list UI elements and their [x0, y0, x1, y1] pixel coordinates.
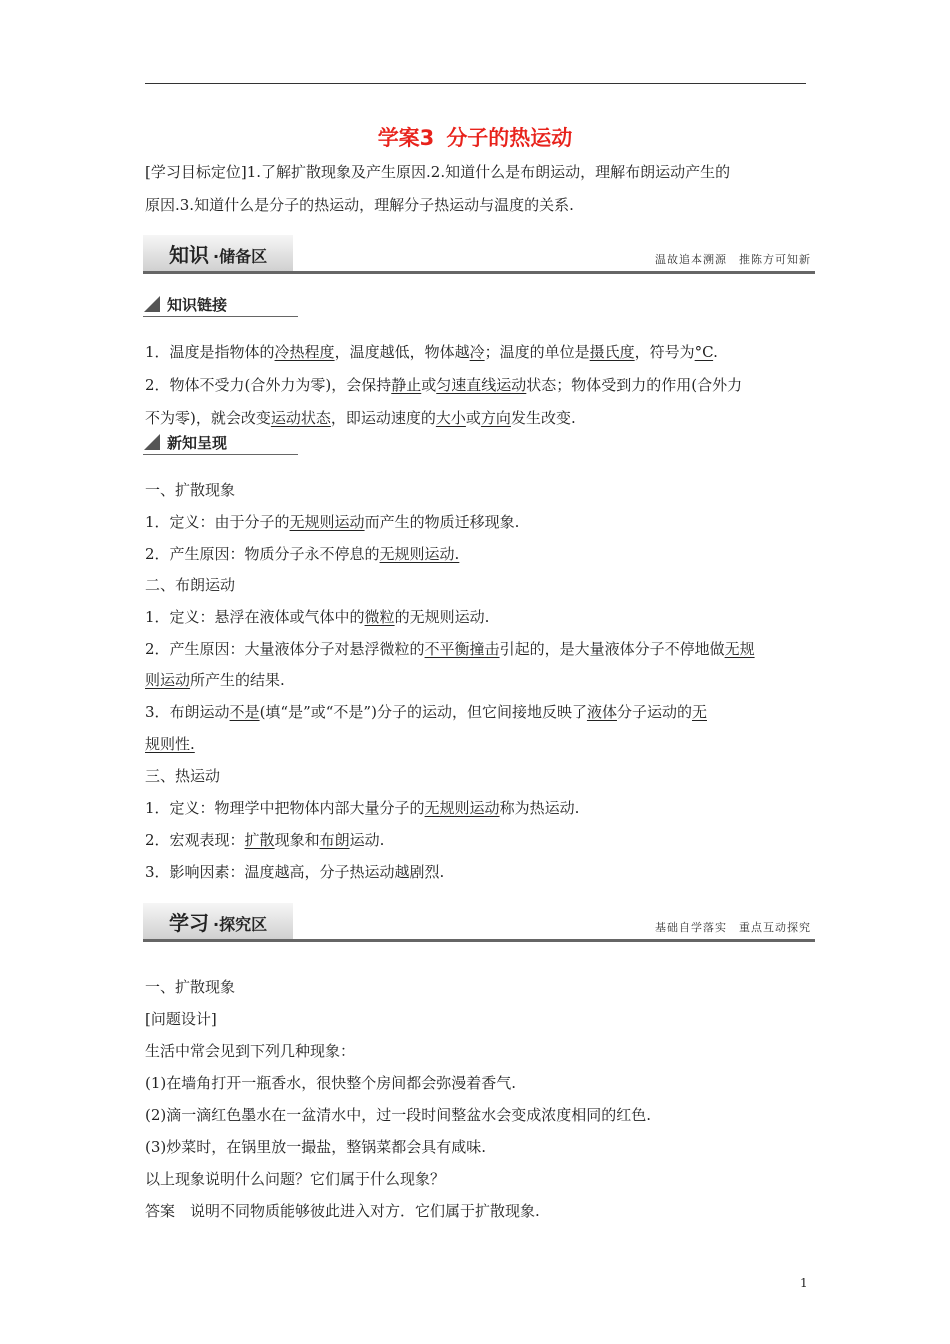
banner-title: 学习 ·探究区	[169, 911, 268, 935]
lesson-number: 学案3	[377, 126, 435, 150]
brownian-item-3-cont: 规则性.	[145, 735, 195, 753]
banner-knowledge	[143, 235, 815, 275]
section-label: 知识链接	[167, 296, 228, 314]
brownian-item-2: 2．产生原因：大量液体分子对悬浮微粒的不平衡撞击引起的，是大量液体分子不停地做无规	[145, 640, 755, 658]
diffusion-item-1: 1．定义：由于分子的无规则运动而产生的物质迁移现象.	[145, 513, 520, 531]
knowledge-item-2: 2．物体不受力(合外力为零)，会保持静止或匀速直线运动状态；物体受到力的作用(合外力	[145, 376, 743, 394]
section-knowledge-link	[143, 294, 298, 320]
banner-slogan: 温故追本溯源 推陈方可知新	[655, 253, 811, 266]
triangle-icon	[144, 434, 160, 450]
problem-item-3: (3)炒菜时，在锅里放一撮盐，整锅菜都会具有咸味.	[145, 1138, 487, 1156]
page-title	[0, 122, 950, 152]
thermal-item-1: 1．定义：物理学中把物体内部大量分子的无规则运动称为热运动.	[145, 799, 580, 817]
section-label: 新知呈现	[167, 434, 228, 452]
banner-slogan: 基础自学落实 重点互动探究	[655, 921, 811, 934]
banner-title: 知识 ·储备区	[169, 243, 268, 267]
knowledge-item-1: 1．温度是指物体的冷热程度，温度越低，物体越冷；温度的单位是摄氏度，符号为°C.	[145, 343, 718, 361]
problem-item-2: (2)滴一滴红色墨水在一盆清水中，过一段时间整盆水会变成浓度相同的红色.	[145, 1106, 652, 1124]
banner-rule	[143, 271, 815, 274]
banner-rule	[143, 939, 815, 942]
lesson-name: 分子的热运动	[446, 126, 573, 150]
goals-line-2: 原因.3.知道什么是分子的热运动，理解分子热运动与温度的关系.	[145, 196, 574, 214]
triangle-icon	[144, 296, 160, 312]
goals-line-1: [学习目标定位]1.了解扩散现象及产生原因.2.知道什么是布朗运动，理解布朗运动产生的	[145, 163, 731, 181]
problem-question: 以上现象说明什么问题？它们属于什么现象？	[145, 1170, 446, 1188]
thermal-item-2: 2．宏观表现：扩散现象和布朗运动.	[145, 831, 385, 849]
brownian-item-2-cont: 则运动所产生的结果.	[145, 671, 285, 689]
problem-design-label: [问题设计]	[145, 1010, 217, 1028]
problem-answer: 答案 说明不同物质能够彼此进入对方．它们属于扩散现象.	[145, 1202, 540, 1220]
thermal-item-3: 3．影响因素：温度越高，分子热运动越剧烈.	[145, 863, 445, 881]
heading-brownian: 二、布朗运动	[145, 576, 236, 594]
heading-diffusion: 一、扩散现象	[145, 481, 236, 499]
banner-study	[143, 903, 815, 943]
problem-intro: 生活中常会见到下列几种现象：	[145, 1042, 356, 1060]
knowledge-item-2-cont: 不为零)，就会改变运动状态，即运动速度的大小或方向发生改变.	[145, 409, 576, 427]
brownian-item-3: 3．布朗运动不是(填“是”或“不是”)分子的运动，但它间接地反映了液体分子运动的无	[145, 703, 707, 721]
problem-item-1: (1)在墙角打开一瓶香水，很快整个房间都会弥漫着香气.	[145, 1074, 517, 1092]
heading-diffusion-2: 一、扩散现象	[145, 978, 236, 996]
diffusion-item-2: 2．产生原因：物质分子永不停息的无规则运动.	[145, 545, 460, 563]
section-new-knowledge	[143, 432, 298, 458]
heading-thermal: 三、热运动	[145, 767, 221, 785]
header-rule	[145, 83, 806, 84]
brownian-item-1: 1．定义：悬浮在液体或气体中的微粒的无规则运动.	[145, 608, 490, 626]
page-number: 1	[800, 1276, 808, 1290]
